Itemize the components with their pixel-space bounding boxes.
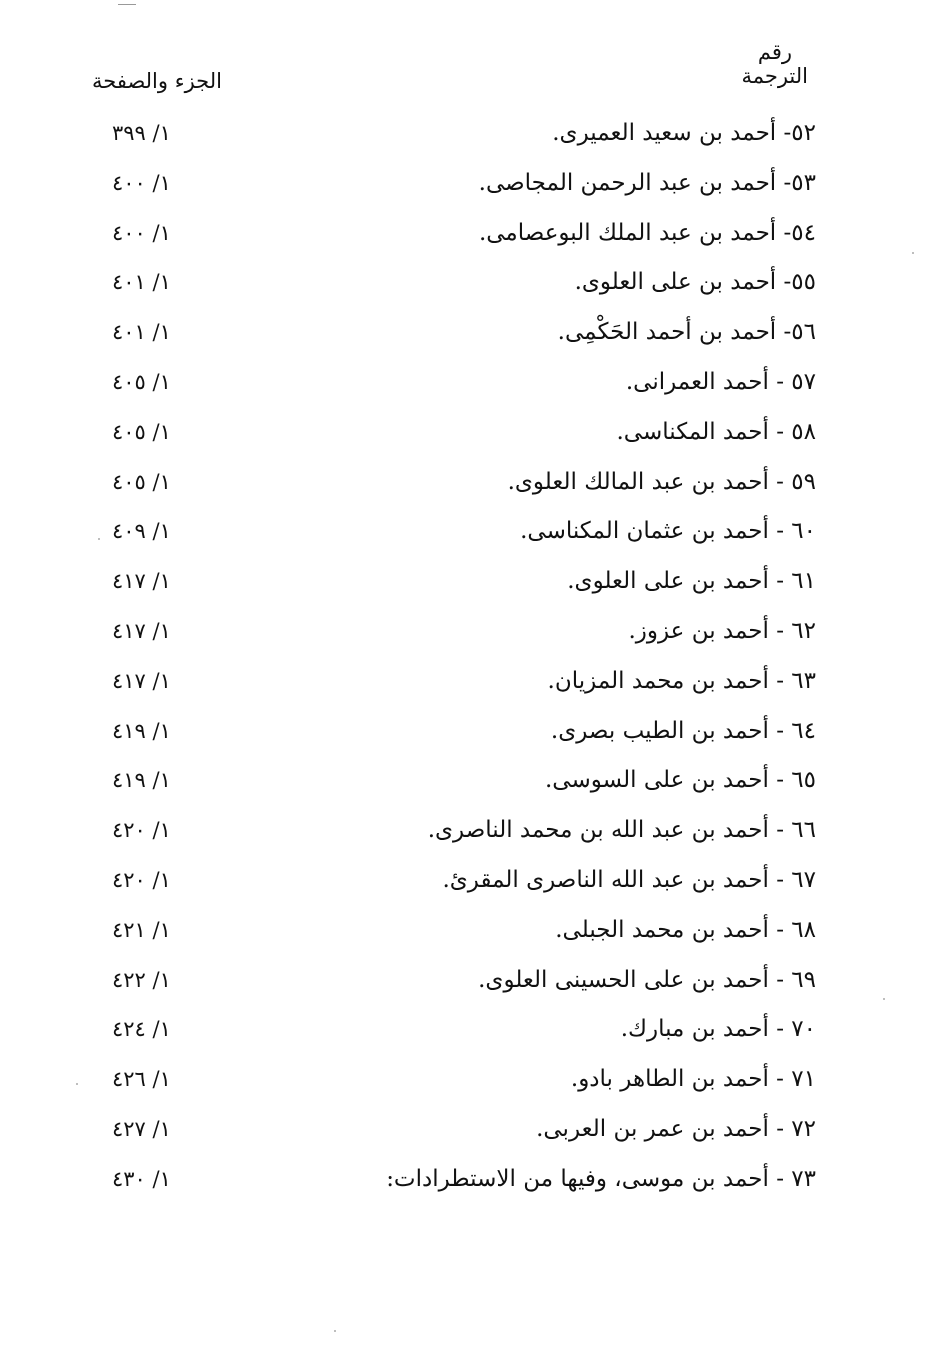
index-row [0, 514, 938, 564]
entry-title: ٦٢ - أحمد بن عزوز. [628, 617, 816, 644]
column-header-line2: الترجمة [741, 64, 808, 88]
entry-page-ref: ١/ ٤٠٠ [112, 170, 171, 195]
entry-page-ref: ١/ ٤١٧ [112, 618, 171, 643]
entry-page-ref: ١/ ٤١٩ [112, 768, 171, 793]
index-row [0, 763, 938, 813]
index-row [0, 1162, 938, 1212]
entry-title: ٧٠ - أحمد بن مبارك. [620, 1016, 816, 1043]
index-row [0, 216, 938, 266]
entry-page-ref: ١/ ٤٢٤ [112, 1017, 171, 1042]
entry-page-ref: ١/ ٤١٩ [112, 718, 171, 743]
index-row [0, 963, 938, 1013]
entry-page-ref: ١/ ٤٢١ [112, 917, 171, 942]
entry-page-ref: ١/ ٤١٧ [112, 668, 171, 693]
entry-page-ref: ١/ ٤٢٧ [112, 1116, 171, 1141]
entry-page-ref: ١/ ٤٠٩ [112, 519, 171, 544]
entry-page-ref: ١/ ٤٠٥ [112, 469, 171, 494]
index-row [0, 315, 938, 365]
entry-page-ref: ١/ ٤٠٠ [112, 220, 171, 245]
index-row [0, 166, 938, 216]
index-row [0, 813, 938, 863]
index-row [0, 714, 938, 764]
entry-title: ٦٨ - أحمد بن محمد الجبلى. [555, 916, 816, 943]
entry-page-ref: ١/ ٤١٧ [112, 569, 171, 594]
entry-page-ref: ١/ ٤٢٠ [112, 867, 171, 892]
entry-title: ٥٦- أحمد بن أحمد الحَكْمِى. [557, 319, 816, 346]
entry-page-ref: ١/ ٤٢٦ [112, 1067, 171, 1092]
entry-title: ٧٢ - أحمد بن عمر بن العربى. [536, 1115, 816, 1142]
index-row [0, 863, 938, 913]
index-row [0, 465, 938, 515]
scan-speck [98, 538, 100, 540]
entry-title: ٥٤- أحمد بن عبد الملك البوعصامى. [478, 219, 816, 246]
entry-title: ٥٨ - أحمد المكناسى. [616, 418, 816, 445]
index-row [0, 365, 938, 415]
entry-title: ٦٩ - أحمد بن على الحسينى العلوى. [478, 966, 816, 993]
scan-speck [883, 998, 885, 1000]
entry-title: ٥٩ - أحمد بن عبد المالك العلوى. [507, 468, 816, 495]
entry-title: ٥٧ - أحمد العمرانى. [625, 368, 816, 395]
entry-page-ref: ١/ ٤٠٥ [112, 369, 171, 394]
entry-page-ref: ١/ ٤٢٠ [112, 818, 171, 843]
index-row [0, 1112, 938, 1162]
entry-title: ٦٤ - أحمد بن الطيب بصرى. [550, 717, 816, 744]
scan-mark [118, 4, 136, 5]
index-row [0, 564, 938, 614]
entry-title: ٦٧ - أحمد بن عبد الله الناصرى المقرئ. [442, 866, 816, 893]
entry-page-ref: ١/ ٤٠١ [112, 320, 171, 345]
entry-title: ٦٦ - أحمد بن عبد الله بن محمد الناصرى. [427, 817, 816, 844]
entry-title: ٦٠ - أحمد بن عثمان المكناسى. [520, 518, 816, 545]
index-row [0, 614, 938, 664]
entry-page-ref: ١/ ٤٣٠ [112, 1166, 171, 1191]
index-row [0, 265, 938, 315]
entry-page-ref: ١/ ٤٠١ [112, 270, 171, 295]
entry-page-ref: ١/ ٤٠٥ [112, 419, 171, 444]
index-row [0, 1062, 938, 1112]
column-header-line1: رقم [757, 40, 792, 64]
index-row [0, 664, 938, 714]
entry-title: ٦٣ - أحمد بن محمد المزيان. [547, 667, 816, 694]
index-row [0, 1012, 938, 1062]
entry-title: ٦١ - أحمد بن على العلوى. [567, 568, 816, 595]
entry-title: ٧٣ - أحمد بن موسى، وفيها من الاستطرادات: [386, 1165, 816, 1192]
index-entries-list [0, 116, 938, 1212]
scan-speck [912, 252, 914, 254]
entry-page-ref: ١/ ٤٢٢ [112, 967, 171, 992]
entry-title: ٥٥- أحمد بن على العلوى. [574, 269, 816, 296]
index-row [0, 913, 938, 963]
scan-speck [76, 1083, 78, 1085]
entry-title: ٥٢- أحمد بن سعيد العميرى. [552, 120, 816, 146]
entry-title: ٦٥ - أحمد بن على السوسى. [545, 767, 816, 794]
index-row [0, 415, 938, 465]
entry-number-column-header [728, 40, 808, 88]
entry-page-ref: ١/ ٣٩٩ [112, 121, 171, 145]
entry-title: ٧١ - أحمد بن الطاهر بادو. [570, 1066, 816, 1093]
page-column-header: الجزء والصفحة [92, 69, 222, 93]
scan-speck [334, 1330, 336, 1332]
entry-title: ٥٣- أحمد بن عبد الرحمن المجاصى. [478, 169, 816, 196]
index-row [0, 116, 938, 166]
